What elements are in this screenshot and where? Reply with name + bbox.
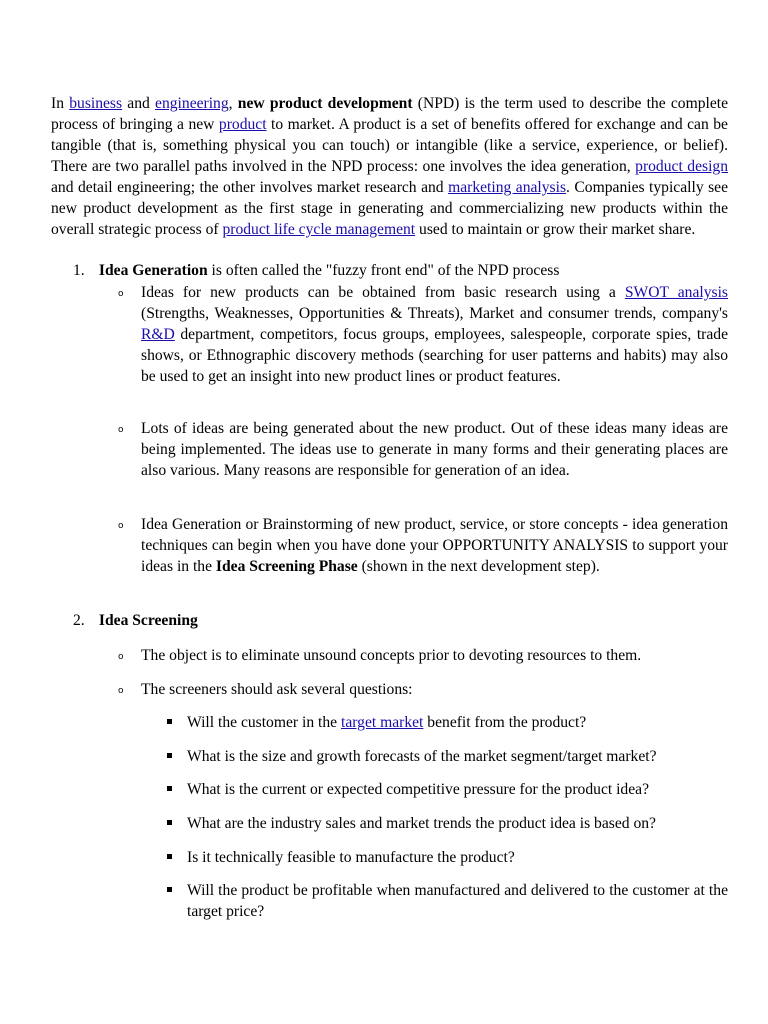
bullet-text-part: (Strengths, Weaknesses, Opportunities & Threats), Market and consumer trends, company's — [141, 305, 728, 322]
link-rd[interactable]: R&D — [141, 326, 175, 343]
intro-text: used to maintain or grow their market share. — [415, 221, 696, 238]
question-item — [167, 813, 728, 834]
intro-text: (NPD) is the term used to describe the complete process of bringing a new — [51, 95, 729, 133]
list-item — [118, 645, 728, 666]
bullet-text-part: department, competitors, focus groups, employees, salespeople, corporate spies, trade shows, or Ethnographic discovery methods (searching for user patterns and habits) may also be used to get an insight into new product lines or product features. — [141, 326, 728, 385]
square-bullet-icon — [167, 887, 172, 892]
question-text-part: benefit from the product? — [423, 714, 587, 731]
question-item — [167, 847, 728, 868]
question-text: Is it technically feasible to manufacture the product? — [187, 849, 515, 866]
intro-text: and detail engineering; the other involves market research and — [51, 179, 449, 196]
link-business[interactable]: business — [69, 95, 123, 112]
square-bullet-icon — [167, 786, 172, 791]
intro-paragraph — [51, 93, 728, 240]
intro-text: and — [122, 95, 156, 112]
bullet-text-part: Ideas for new products can be obtained from basic research using a — [141, 284, 625, 301]
bullet-text-part: (shown in the next development step). — [357, 558, 600, 575]
question-item — [167, 880, 728, 922]
section-1-heading — [73, 260, 733, 281]
question-item — [167, 746, 728, 767]
circle-bullet-icon: o — [118, 289, 124, 299]
bullet-text: The screeners should ask several questions: — [141, 681, 413, 698]
intro-text: In — [51, 95, 70, 112]
section-title: Idea Screening — [98, 612, 198, 629]
link-marketing-analysis[interactable]: marketing analysis — [448, 179, 567, 196]
circle-bullet-icon: o — [118, 652, 124, 662]
list-item — [118, 514, 728, 577]
bullet-text-part: Idea Generation or Brainstorming of new product, service, or store concepts - idea generation techniques can begin when you have done your OPPORTUNITY ANALYSIS to support your ideas in the — [141, 516, 728, 575]
list-item — [118, 282, 728, 387]
question-text: Will the product be profitable when manufactured and delivered to the customer at the target price? — [187, 882, 728, 920]
section-title: Idea Generation — [98, 262, 208, 279]
bullet-text — [141, 514, 728, 577]
list-item — [118, 418, 728, 481]
question-item — [167, 712, 728, 733]
idea-screening-phase-term: Idea Screening Phase — [215, 558, 358, 575]
link-product[interactable]: product — [218, 116, 267, 133]
link-product-design[interactable]: product design — [635, 158, 728, 175]
section-number: 1. — [73, 262, 85, 279]
question-text-part: Will the customer in the — [187, 714, 341, 731]
list-item — [118, 679, 728, 700]
section-2-heading — [73, 610, 733, 631]
link-target-market[interactable]: target market — [340, 714, 424, 731]
square-bullet-icon — [167, 820, 172, 825]
question-text — [187, 712, 728, 733]
question-item — [167, 779, 728, 800]
bullet-text — [141, 282, 728, 387]
square-bullet-icon — [167, 854, 172, 859]
square-bullet-icon — [167, 719, 172, 724]
question-text: What are the industry sales and market trends the product idea is based on? — [187, 815, 656, 832]
intro-text: to market. A product is a set of benefits offered for exchange and can be tangible (that is, something physical you can touch) or intangible (like a service, experience, or belief). There are two parallel paths involved in the NPD process: one involves the idea generation, — [51, 116, 728, 175]
circle-bullet-icon: o — [118, 686, 124, 696]
bullet-text: The object is to eliminate unsound concepts prior to devoting resources to them. — [141, 647, 642, 664]
intro-text: . Companies typically see new product development as the first stage in generating and commercializing new products within the overall strategic process of — [51, 179, 729, 238]
circle-bullet-icon: o — [118, 425, 124, 435]
link-swot-analysis[interactable]: SWOT analysis — [624, 284, 728, 301]
link-engineering[interactable]: engineering — [155, 95, 229, 112]
intro-text: , — [228, 95, 238, 112]
section-number: 2. — [73, 612, 85, 629]
section-subtitle: is often called the "fuzzy front end" of the NPD process — [207, 262, 560, 279]
bullet-text: Lots of ideas are being generated about the new product. Out of these ideas many ideas are being implemented. The ideas use to generate in many forms and their generating places are also various. Many reasons are responsible for generation of an idea. — [141, 420, 728, 479]
square-bullet-icon — [167, 753, 172, 758]
question-text: What is the current or expected competitive pressure for the product idea? — [187, 781, 649, 798]
question-text: What is the size and growth forecasts of the market segment/target market? — [187, 748, 657, 765]
circle-bullet-icon: o — [118, 521, 124, 531]
npd-term: new product development — [237, 95, 413, 112]
link-product-life-cycle-management[interactable]: product life cycle management — [222, 221, 416, 238]
